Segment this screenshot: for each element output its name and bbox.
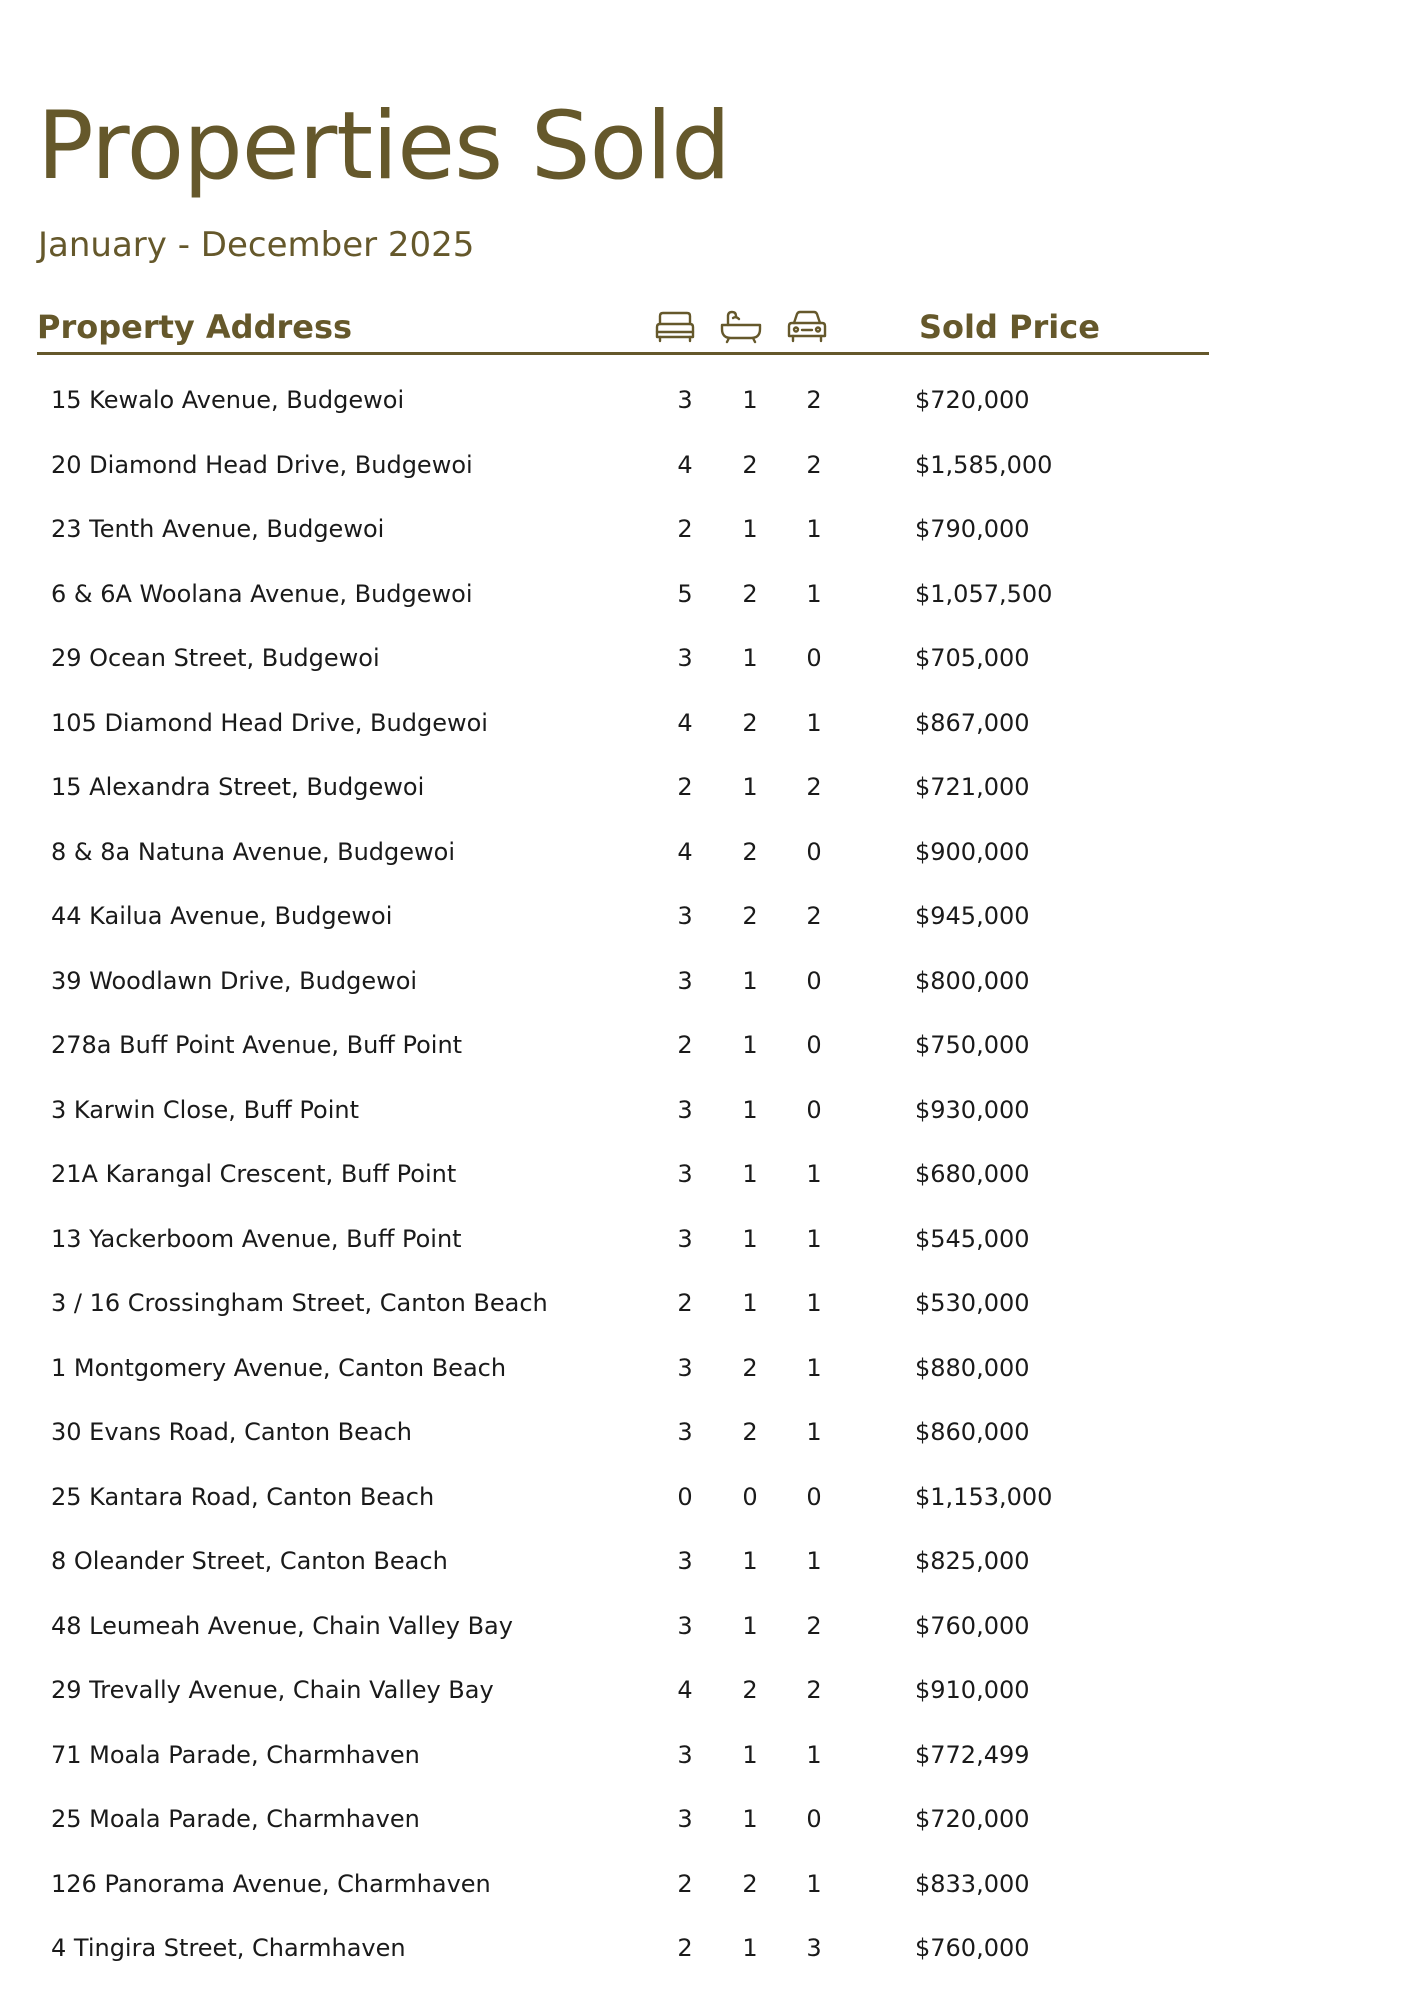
bedroom-count: 0 xyxy=(677,1483,693,1511)
bedroom-count: 3 xyxy=(677,1741,693,1769)
property-address: 15 Alexandra Street, Budgewoi xyxy=(51,773,425,801)
bathroom-count: 2 xyxy=(742,1354,758,1382)
car-space-count: 3 xyxy=(806,1934,822,1962)
car-space-count: 1 xyxy=(806,1741,822,1769)
sold-price: $945,000 xyxy=(915,902,1030,930)
property-address: 30 Evans Road, Canton Beach xyxy=(51,1418,413,1446)
sold-price: $720,000 xyxy=(915,386,1030,414)
bathroom-count: 1 xyxy=(742,1160,758,1188)
sold-price: $1,057,500 xyxy=(915,580,1053,608)
car-space-count: 2 xyxy=(806,1676,822,1704)
table-row xyxy=(0,1219,1414,1259)
bedroom-count: 3 xyxy=(677,967,693,995)
sold-price: $880,000 xyxy=(915,1354,1030,1382)
bathroom-count: 1 xyxy=(742,515,758,543)
bedroom-count: 4 xyxy=(677,838,693,866)
car-space-count: 0 xyxy=(806,1096,822,1124)
property-address: 278a Buff Point Avenue, Buff Point xyxy=(51,1031,463,1059)
bathroom-count: 1 xyxy=(742,773,758,801)
car-space-count: 0 xyxy=(806,1805,822,1833)
car-space-count: 0 xyxy=(806,838,822,866)
table-row xyxy=(0,1025,1414,1065)
bathroom-count: 2 xyxy=(742,709,758,737)
bedroom-count: 3 xyxy=(677,1096,693,1124)
property-address: 13 Yackerboom Avenue, Buff Point xyxy=(51,1225,462,1253)
property-address: 25 Kantara Road, Canton Beach xyxy=(51,1483,435,1511)
bathroom-count: 2 xyxy=(742,451,758,479)
sold-price: $772,499 xyxy=(915,1741,1030,1769)
sold-price: $760,000 xyxy=(915,1934,1030,1962)
bathroom-count: 2 xyxy=(742,1418,758,1446)
bathtub-icon xyxy=(719,310,763,344)
bedroom-count: 2 xyxy=(677,1289,693,1317)
bedroom-count: 3 xyxy=(677,1805,693,1833)
bathroom-count: 1 xyxy=(742,1225,758,1253)
table-row xyxy=(0,767,1414,807)
car-space-count: 1 xyxy=(806,580,822,608)
header-address: Property Address xyxy=(37,308,353,346)
sold-price: $530,000 xyxy=(915,1289,1030,1317)
property-address: 105 Diamond Head Drive, Budgewoi xyxy=(51,709,488,737)
table-row xyxy=(0,1799,1414,1839)
car-space-count: 1 xyxy=(806,515,822,543)
car-space-count: 2 xyxy=(806,773,822,801)
car-space-count: 2 xyxy=(806,451,822,479)
property-address: 29 Trevally Avenue, Chain Valley Bay xyxy=(51,1676,494,1704)
bathroom-count: 2 xyxy=(742,1870,758,1898)
bathroom-count: 1 xyxy=(742,1741,758,1769)
property-address: 3 / 16 Crossingham Street, Canton Beach xyxy=(51,1289,548,1317)
car-space-count: 2 xyxy=(806,902,822,930)
table-row xyxy=(0,961,1414,1001)
table-row xyxy=(0,1735,1414,1775)
bedroom-count: 2 xyxy=(677,1934,693,1962)
bedroom-count: 2 xyxy=(677,773,693,801)
property-address: 3 Karwin Close, Buff Point xyxy=(51,1096,359,1124)
sold-price: $800,000 xyxy=(915,967,1030,995)
sold-price: $930,000 xyxy=(915,1096,1030,1124)
table-row xyxy=(0,832,1414,872)
property-address: 29 Ocean Street, Budgewoi xyxy=(51,644,380,672)
bathroom-count: 2 xyxy=(742,838,758,866)
bedroom-count: 3 xyxy=(677,1160,693,1188)
page-subtitle: January - December 2025 xyxy=(38,225,475,265)
table-row xyxy=(0,574,1414,614)
car-space-count: 2 xyxy=(806,1612,822,1640)
bathroom-count: 1 xyxy=(742,1934,758,1962)
sold-price: $680,000 xyxy=(915,1160,1030,1188)
car-icon xyxy=(785,310,829,344)
car-space-count: 0 xyxy=(806,967,822,995)
table-header xyxy=(37,302,1209,355)
car-space-count: 1 xyxy=(806,1354,822,1382)
bed-icon xyxy=(653,310,697,344)
sold-price: $1,585,000 xyxy=(915,451,1053,479)
sold-price: $545,000 xyxy=(915,1225,1030,1253)
car-space-count: 1 xyxy=(806,1160,822,1188)
table-row xyxy=(0,1541,1414,1581)
bedroom-count: 3 xyxy=(677,1547,693,1575)
car-space-count: 1 xyxy=(806,1547,822,1575)
property-address: 1 Montgomery Avenue, Canton Beach xyxy=(51,1354,507,1382)
car-space-count: 1 xyxy=(806,1289,822,1317)
property-address: 4 Tingira Street, Charmhaven xyxy=(51,1934,406,1962)
property-address: 6 & 6A Woolana Avenue, Budgewoi xyxy=(51,580,473,608)
property-address: 71 Moala Parade, Charmhaven xyxy=(51,1741,420,1769)
bedroom-count: 2 xyxy=(677,1870,693,1898)
table-row xyxy=(0,445,1414,485)
sold-price: $825,000 xyxy=(915,1547,1030,1575)
property-address: 126 Panorama Avenue, Charmhaven xyxy=(51,1870,491,1898)
sold-price: $760,000 xyxy=(915,1612,1030,1640)
car-space-count: 2 xyxy=(806,386,822,414)
sold-price: $860,000 xyxy=(915,1418,1030,1446)
car-space-count: 1 xyxy=(806,1225,822,1253)
bedroom-count: 2 xyxy=(677,1031,693,1059)
property-address: 39 Woodlawn Drive, Budgewoi xyxy=(51,967,418,995)
car-space-count: 0 xyxy=(806,644,822,672)
bedroom-count: 3 xyxy=(677,1612,693,1640)
bathroom-count: 2 xyxy=(742,1676,758,1704)
car-space-count: 0 xyxy=(806,1031,822,1059)
car-space-count: 1 xyxy=(806,709,822,737)
table-row xyxy=(0,1348,1414,1388)
table-row xyxy=(0,380,1414,420)
sold-price: $790,000 xyxy=(915,515,1030,543)
bedroom-count: 2 xyxy=(677,515,693,543)
bathroom-count: 1 xyxy=(742,1031,758,1059)
table-row xyxy=(0,1412,1414,1452)
bedroom-count: 3 xyxy=(677,1354,693,1382)
bedroom-count: 3 xyxy=(677,1418,693,1446)
car-space-count: 1 xyxy=(806,1418,822,1446)
bathroom-count: 2 xyxy=(742,902,758,930)
property-address: 25 Moala Parade, Charmhaven xyxy=(51,1805,420,1833)
bathroom-count: 1 xyxy=(742,1289,758,1317)
bathroom-count: 1 xyxy=(742,644,758,672)
table-row xyxy=(0,896,1414,936)
sold-price: $1,153,000 xyxy=(915,1483,1053,1511)
table-row xyxy=(0,1283,1414,1323)
sold-price: $705,000 xyxy=(915,644,1030,672)
bathroom-count: 1 xyxy=(742,1547,758,1575)
property-address: 44 Kailua Avenue, Budgewoi xyxy=(51,902,393,930)
property-address: 20 Diamond Head Drive, Budgewoi xyxy=(51,451,473,479)
sold-price: $750,000 xyxy=(915,1031,1030,1059)
property-address: 8 & 8a Natuna Avenue, Budgewoi xyxy=(51,838,455,866)
bathroom-count: 1 xyxy=(742,967,758,995)
sold-price: $720,000 xyxy=(915,1805,1030,1833)
table-row xyxy=(0,1928,1414,1968)
bedroom-count: 4 xyxy=(677,709,693,737)
sold-price: $867,000 xyxy=(915,709,1030,737)
bathroom-count: 1 xyxy=(742,1096,758,1124)
table-row xyxy=(0,1670,1414,1710)
property-address: 21A Karangal Crescent, Buff Point xyxy=(51,1160,457,1188)
sold-price: $900,000 xyxy=(915,838,1030,866)
bedroom-count: 5 xyxy=(677,580,693,608)
sold-price: $721,000 xyxy=(915,773,1030,801)
bathroom-count: 2 xyxy=(742,580,758,608)
bathroom-count: 1 xyxy=(742,386,758,414)
property-address: 8 Oleander Street, Canton Beach xyxy=(51,1547,448,1575)
car-space-count: 1 xyxy=(806,1870,822,1898)
header-sold-price: Sold Price xyxy=(919,308,1100,346)
bedroom-count: 3 xyxy=(677,644,693,672)
table-row xyxy=(0,1154,1414,1194)
table-row xyxy=(0,1864,1414,1904)
table-row xyxy=(0,638,1414,678)
table-row xyxy=(0,1477,1414,1517)
bathroom-count: 0 xyxy=(742,1483,758,1511)
bedroom-count: 3 xyxy=(677,386,693,414)
table-row xyxy=(0,703,1414,743)
sold-price: $833,000 xyxy=(915,1870,1030,1898)
property-address: 48 Leumeah Avenue, Chain Valley Bay xyxy=(51,1612,513,1640)
bedroom-count: 3 xyxy=(677,902,693,930)
bathroom-count: 1 xyxy=(742,1612,758,1640)
bedroom-count: 4 xyxy=(677,1676,693,1704)
bedroom-count: 3 xyxy=(677,1225,693,1253)
table-row xyxy=(0,1606,1414,1646)
sold-price: $910,000 xyxy=(915,1676,1030,1704)
property-address: 15 Kewalo Avenue, Budgewoi xyxy=(51,386,405,414)
table-row xyxy=(0,1090,1414,1130)
page-title: Properties Sold xyxy=(37,92,730,201)
property-address: 23 Tenth Avenue, Budgewoi xyxy=(51,515,385,543)
car-space-count: 0 xyxy=(806,1483,822,1511)
bathroom-count: 1 xyxy=(742,1805,758,1833)
table-row xyxy=(0,509,1414,549)
bedroom-count: 4 xyxy=(677,451,693,479)
